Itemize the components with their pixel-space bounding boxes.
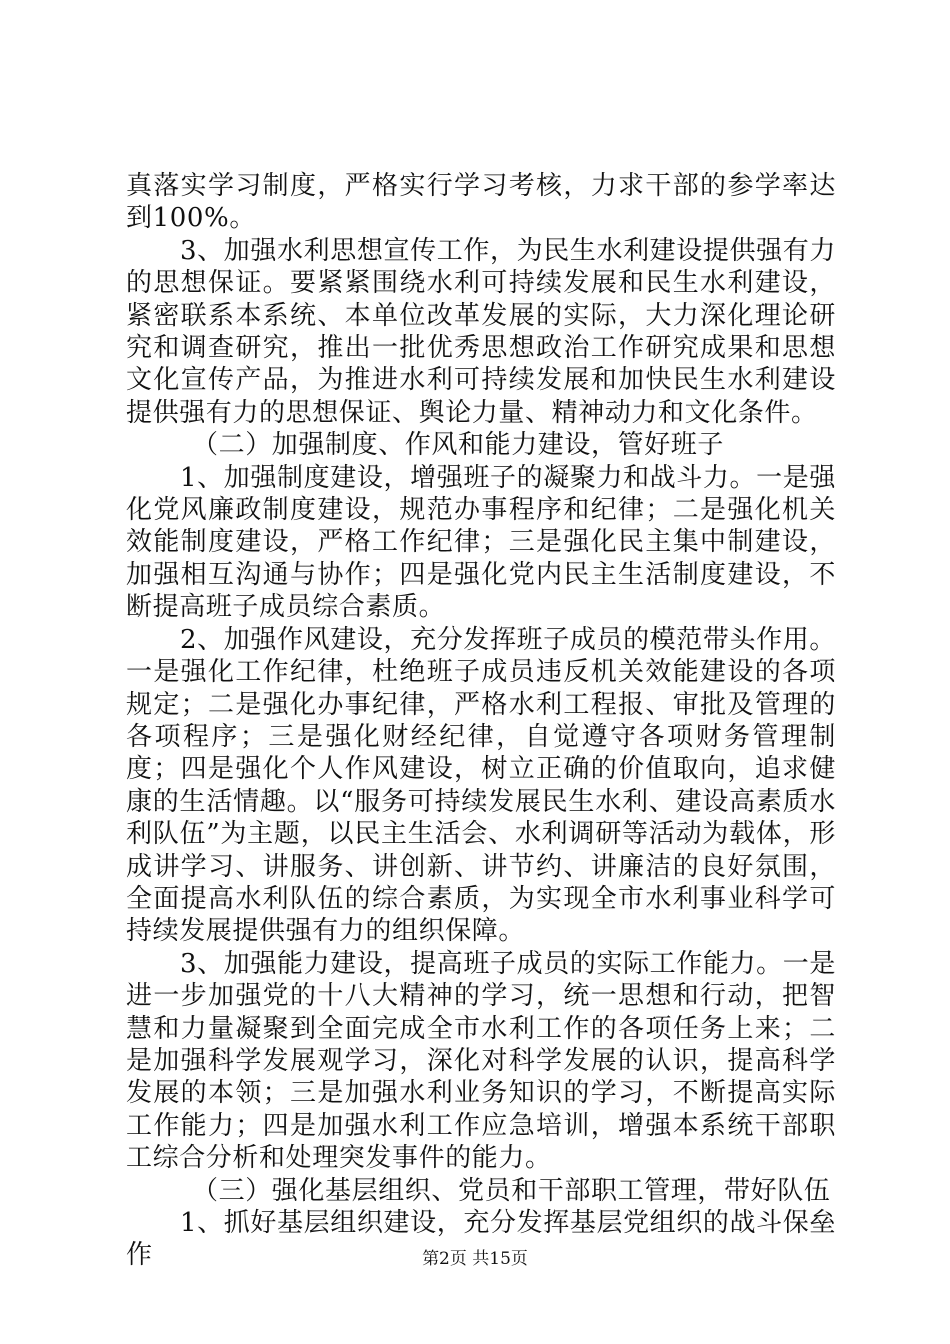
section-heading-3: （三）强化基层组织、党员和干部职工管理，带好队伍 — [192, 1175, 831, 1206]
paragraph-continuation: 真落实学习制度，严格实行学习考核，力求干部的参学率达到100%。 — [126, 171, 836, 234]
page-number-footer: 第2页 共15页 — [422, 1249, 528, 1269]
section-heading-2: （二）加强制度、作风和能力建设，管好班子 — [192, 430, 725, 461]
paragraph-item-3-ability: 3、加强能力建设，提高班子成员的实际工作能力。一是进一步加强党的十八大精神的学习，统一思想和行动，把智慧和力量凝聚到全面完成全市水利工作的各项任务上来；二是加强科学发展观学习，深化对科学发展的认识，提高科学发展的本领；三是加强水利业务知识的学习，不断提高实际工作能力；四是加强水利工作应急培训，增强本系统干部职工综合分析和处理突发事件的能力。 — [126, 948, 836, 1174]
document-body — [126, 170, 836, 1272]
paragraph-item-1-system: 1、加强制度建设，增强班子的凝聚力和战斗力。一是强化党风廉政制度建设，规范办事程序和纪律；二是强化机关效能制度建设，严格工作纪律；三是强化民主集中制建设，加强相互沟通与协作；四是强化党内民主生活制度建设，不断提高班子成员综合素质。 — [126, 462, 836, 623]
paragraph-item-1-grassroots: 1、抓好基层组织建设，充分发挥基层党组织的战斗保垒作 — [126, 1208, 836, 1271]
paragraph-item-2-style: 2、加强作风建设，充分发挥班子成员的模范带头作用。一是强化工作纪律，杜绝班子成员违反机关效能建设的各项规定；二是强化办事纪律，严格水利工程报、审批及管理的各项程序；三是强化财经纪律，自觉遵守各项财务管理制度；四是强化个人作风建设，树立正确的价值取向，追求健康的生活情趣。以“服务可持续发展民生水利、建设高素质水利队伍”为主题，以民主生活会、水利调研等活动为载体，形成讲学习、讲服务、讲创新、讲节约、讲廉洁的良好氛围，全面提高水利队伍的综合素质，为实现全市水利事业科学可持续发展提供强有力的组织保障。 — [126, 624, 836, 947]
paragraph-item-3-propaganda: 3、加强水利思想宣传工作，为民生水利建设提供强有力的思想保证。要紧紧围绕水利可持续发展和民生水利建设，紧密联系本系统、本单位改革发展的实际，大力深化理论研究和调查研究，推出一批优秀思想政治工作研究成果和思想文化宣传产品，为推进水利可持续发展和加快民生水利建设提供强有力的思想保证、舆论力量、精神动力和文化条件。 — [126, 235, 836, 428]
